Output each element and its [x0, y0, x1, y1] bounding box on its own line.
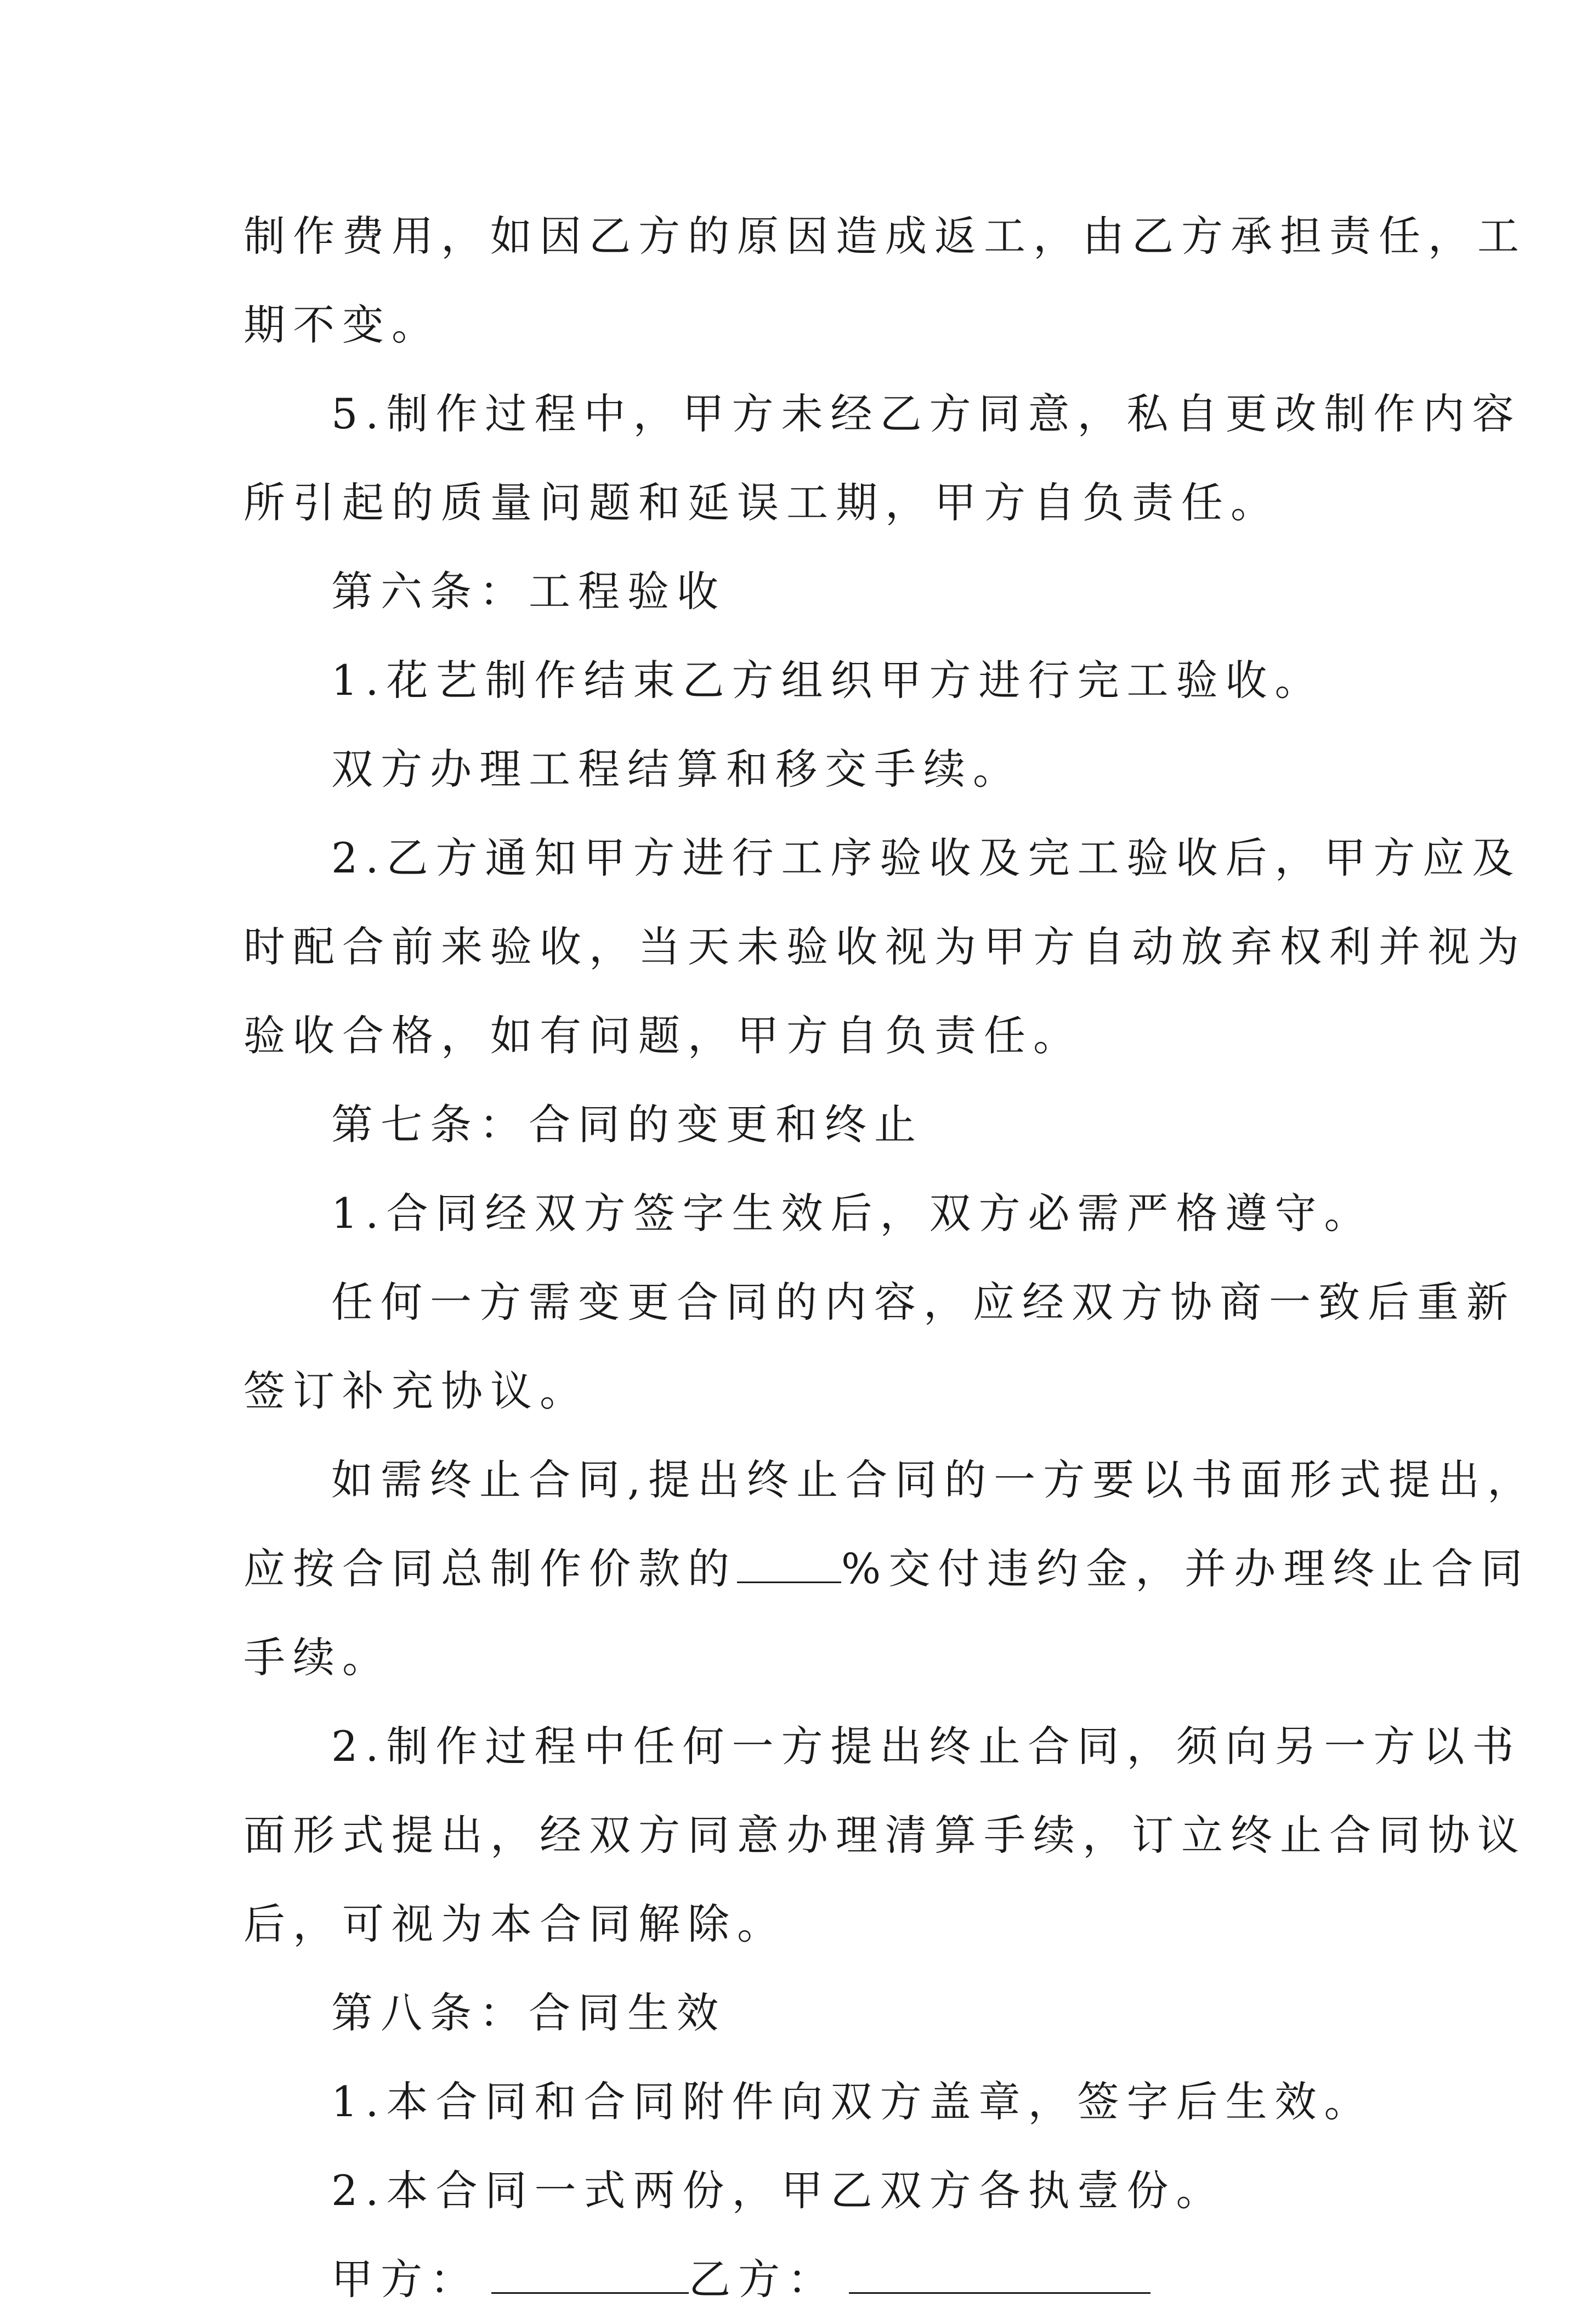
paragraph-line: 验收合格，如有问题，甲方自负责任。 [243, 1011, 1082, 1060]
paragraph-line: 双方办理工程结算和移交手续。 [331, 745, 1022, 793]
paragraph-line: 面形式提出，经双方同意办理清算手续，订立终止合同协议 [243, 1811, 1527, 1860]
paragraph-line: 任何一方需变更合同的内容，应经双方协商一致后重新 [331, 1278, 1516, 1327]
penalty-percent-blank [737, 1529, 841, 1583]
party-b-label: 乙方： [689, 2255, 837, 2304]
penalty-text-before: 应按合同总制作价款的 [243, 1544, 737, 1593]
paragraph-line: 期不变。 [243, 301, 441, 349]
paragraph-line: 手续。 [243, 1633, 392, 1682]
article-6-heading: 第六条：工程验收 [331, 567, 726, 616]
penalty-line [243, 1524, 1531, 1613]
article-7-heading: 第七条：合同的变更和终止 [331, 1100, 923, 1149]
party-b-signature-blank [849, 2240, 1150, 2294]
paragraph-line: 签订补充协议。 [243, 1367, 589, 1415]
party-a-signature-blank [491, 2240, 689, 2294]
paragraph-line: 制作费用，如因乙方的原因造成返工，由乙方承担责任，工 [243, 212, 1527, 260]
article-6-clause-2: 2.乙方通知甲方进行工序验收及完工验收后，甲方应及 [331, 834, 1522, 882]
penalty-text-after: %交付违约金，并办理终止合同 [841, 1544, 1531, 1593]
clause-5-line: 5.制作过程中，甲方未经乙方同意，私自更改制作内容 [331, 389, 1522, 438]
document-body [243, 192, 1537, 2324]
article-8-heading: 第八条：合同生效 [331, 1988, 726, 2037]
termination-line: 如需终止合同,提出终止合同的一方要以书面形式提出， [331, 1455, 1537, 1504]
party-a-label: 甲方： [331, 2255, 479, 2304]
article-7-clause-2: 2.制作过程中任何一方提出终止合同，须向另一方以书 [331, 1722, 1522, 1771]
paragraph-line: 时配合前来验收，当天未验收视为甲方自动放弃权利并视为 [243, 922, 1527, 971]
paragraph-line: 后，可视为本合同解除。 [243, 1900, 786, 1948]
article-8-clause-2: 2.本合同一式两份，甲乙双方各执壹份。 [331, 2166, 1226, 2215]
article-7-clause-1: 1.合同经双方签字生效后，双方必需严格遵守。 [331, 1189, 1374, 1238]
article-8-clause-1: 1.本合同和合同附件向双方盖章，签字后生效。 [331, 2077, 1374, 2126]
paragraph-line: 所引起的质量问题和延误工期，甲方自负责任。 [243, 478, 1280, 527]
article-6-clause-1: 1.花艺制作结束乙方组织甲方进行完工验收。 [331, 656, 1324, 705]
signature-line [243, 2235, 1351, 2324]
